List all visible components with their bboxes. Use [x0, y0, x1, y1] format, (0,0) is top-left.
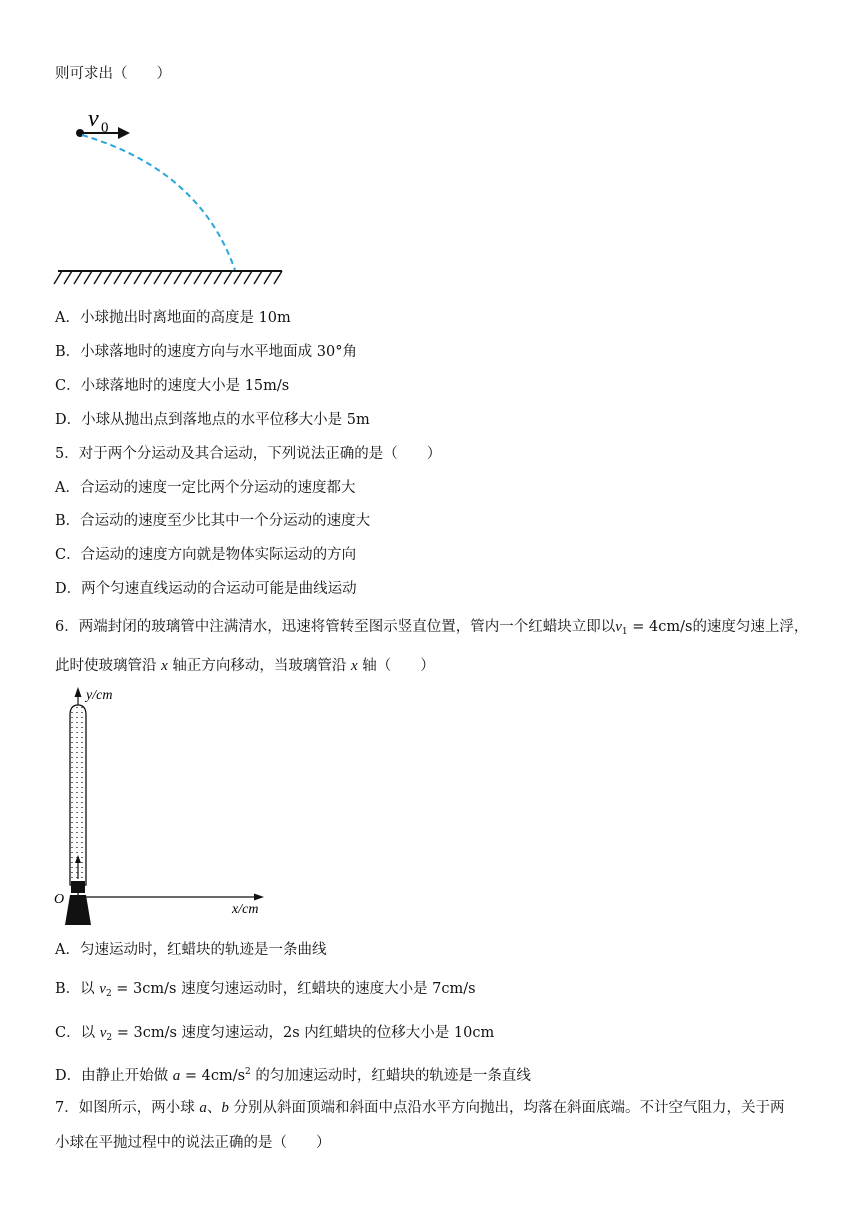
q6-stem-line2: 此时使玻璃管沿 x 轴正方向移动，当玻璃管沿 x 轴（ ） [55, 658, 435, 674]
y-axis-label: y/cm [86, 688, 113, 703]
q7-stem-line2: 小球在平抛过程中的说法正确的是（ ） [55, 1135, 331, 1151]
x-axis-label: x/cm [232, 902, 259, 917]
tube-base [65, 895, 91, 925]
q5-stem: 5．对于两个分运动及其合运动，下列说法正确的是（ ） [55, 446, 442, 462]
origin-label: O [54, 892, 65, 907]
q4-option-a: A．小球抛出时离地面的高度是 10m [55, 310, 291, 326]
q4-option-c: C．小球落地时的速度大小是 15m/s [55, 378, 290, 394]
q4-option-b: B．小球落地时的速度方向与水平地面成 30°角 [55, 344, 357, 360]
q6-option-b: B．以 $v_2 = 3cm/s$ 速度匀速运动时，红蜡块的速度大小是 7cm/s [55, 981, 476, 999]
q5-option-b: B．合运动的速度至少比其中一个分运动的速度大 [55, 513, 371, 529]
q7-stem-line1: 7．如图所示，两小球 a、b 分别从斜面顶端和斜面中点沿水平方向抛出，均落在斜面底端。不计空气阻力，关于两 [55, 1100, 785, 1116]
q6-glass-tube-figure [50, 685, 280, 925]
red-wax-block [71, 881, 85, 893]
q6-option-c: C．以 $v_2 = 3cm/s$ 速度匀速运动，2s 内红蜡块的位移大小是 10cm [55, 1025, 495, 1043]
q5-option-c: C．合运动的速度方向就是物体实际运动的方向 [55, 547, 357, 563]
q4-projectile-figure [50, 100, 290, 285]
q5-option-d: D．两个匀速直线运动的合运动可能是曲线运动 [55, 581, 357, 597]
v0-label: v [88, 106, 99, 132]
q6-stem-line1: 6．两端封闭的玻璃管中注满清水，迅速将管转至图示竖直位置，管内一个红蜡块立即以$v_1 = 4cm/s$的速度匀速上浮， [55, 619, 809, 637]
q4-option-d: D．小球从抛出点到落地点的水平位移大小是 5m [55, 412, 370, 428]
trajectory-curve [82, 135, 235, 270]
q4-stem-tail: 则可求出（ ） [55, 66, 171, 82]
v0-subscript: 0 [101, 120, 109, 136]
q6-option-d: D．由静止开始做 $a = 4cm/s^2$ 的匀加速运动时，红蜡块的轨迹是一条直线 [55, 1067, 531, 1084]
q6-option-a: A．匀速运动时，红蜡块的轨迹是一条曲线 [55, 942, 327, 958]
q5-option-a: A．合运动的速度一定比两个分运动的速度都大 [55, 480, 356, 496]
